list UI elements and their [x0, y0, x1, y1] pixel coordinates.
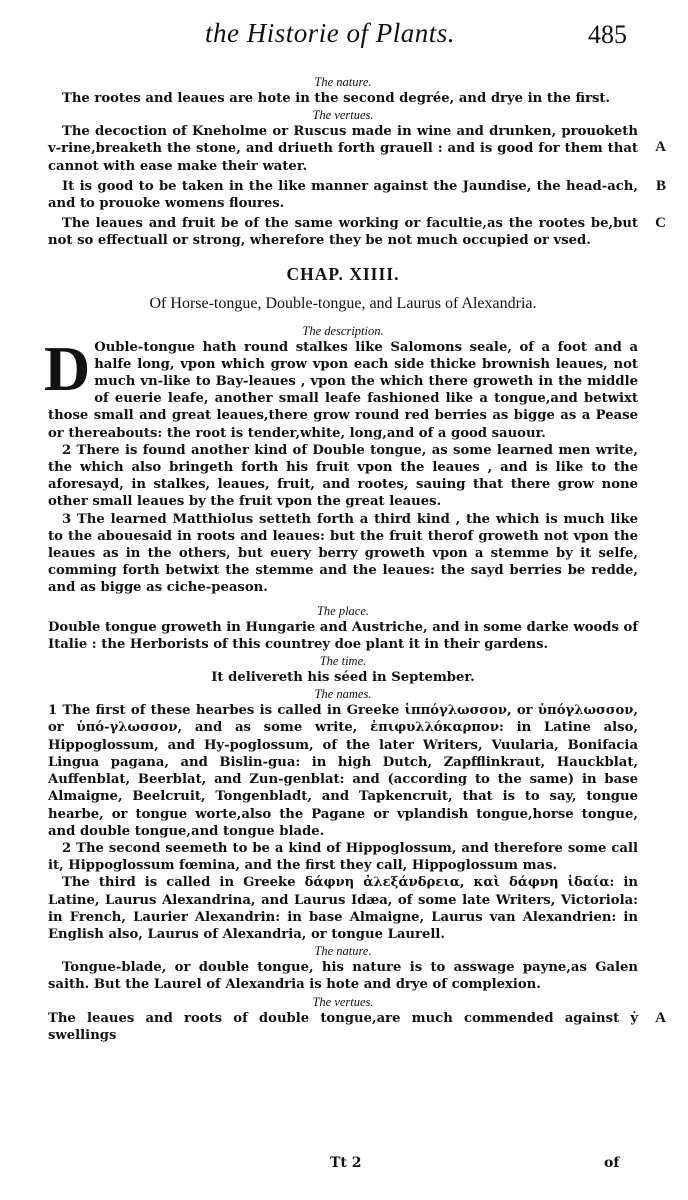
section-heading-names: The names.: [314, 687, 372, 702]
margin-letter-a: A: [655, 139, 666, 156]
description-paragraph: 2 There is found another kind of Double tongue, as some learned men write, the which also bringeth forth his fruit vpon the leaues , and is like to the aforesayd, in stalkes, leaues, fruit, and rootes, sauing that there grow none other small leaues by the fruit vpon the great leaues.: [48, 442, 638, 510]
drop-cap: D: [44, 332, 91, 404]
chapter-title: CHAP. XIIII.: [286, 263, 400, 284]
place-text: Double tongue groweth in Hungarie and Austriche, and in some darke woods of Italie : the Herborists of this countrey doe plant it in their gardens.: [48, 619, 639, 652]
page-header: [0, 18, 688, 68]
margin-letter-b: B: [655, 177, 666, 194]
section-heading-vertues: The vertues.: [312, 108, 374, 123]
names-paragraph: 1 The first of these hearbes is called in Greeke ἱππόγλωσσον, or ὑπόγλωσσον, or ὑπό-γλωσσον, and as some write, ἐπιφυλλόκαρπον: in Latine also, Hippoglossum, and Hy-poglossum, of the later Writers, Vuularia, Bonifacia Lingua pagana, and Bislin-gua: in high Dutch, Zapfflinkraut, Hauckblat, Auffenblat, Beerblat, and Zun-genblat: and (according to the same) in base Almaigne, Beelcruit, Tongenbladt, and Tapkencruit, that is to say, tongue hearbe, or tongue worte,also the Pagane or vplandish tongue,horse tongue, and double tongue,and tongue blade.: [48, 703, 638, 839]
margin-letter-a: A: [655, 1009, 666, 1026]
description-paragraph: [44, 332, 638, 442]
description-paragraph-text: Ouble-tongue hath round stalkes like Salomons seale, of a foot and a halfe long, vpon which grow vpon each side thicke brownish leaues, not much vn-like to Bay-leaues , vpon the which there groweth in the middle of euerie leafe, another small leafe fashioned like a tongue,and betwixt those small and great leaues,there grow round red berries as bigge as a Pease or thereabouts: the root is tender,white, long,and of a good sauour.: [48, 339, 638, 441]
vertues-paragraph-text: It is good to be taken in the like manner against the Jaundise, the head-ach, and to prouoke womens floures.: [48, 178, 638, 212]
vertues-paragraph: [48, 1009, 666, 1044]
page-number: 485: [588, 20, 627, 49]
vertues-paragraph-text: The leaues and roots of double tongue,are much commended against ẏ swellings: [48, 1010, 638, 1043]
nature-text: The rootes and leaues are hote in the second degrée, and drye in the first.: [62, 91, 611, 106]
nature-text: Tongue-blade, or double tongue, his nature is to asswage payne,as Galen saith. But the Laurel of Alexandria is hote and drye of complexion.: [48, 960, 638, 993]
section-heading-place: The place.: [316, 603, 370, 618]
running-title: the Historie of Plants.: [205, 18, 455, 48]
margin-letter-c: C: [655, 215, 666, 232]
section-heading-time: The time.: [319, 654, 367, 669]
signature-mark: Tt 2: [330, 1155, 362, 1171]
section-heading-nature: The nature.: [314, 75, 372, 89]
page-body: [44, 74, 666, 1044]
vertues-paragraph-text: The decoction of Kneholme or Ruscus made in wine and drunken, prouoketh v-rine,breaketh the stone, and driueth forth grauell : and is good for them that cannot with ease make their water.: [48, 124, 638, 174]
time-text: It delivereth his séed in September.: [211, 670, 475, 686]
vertues-paragraph: [48, 177, 666, 212]
description-paragraph: 3 The learned Matthiolus setteth forth a third kind , the which is much like to the abouesaid in roots and leaues: but the fruit therof groweth not vpon the leaues as in the others, but euery berry groweth vpon a stemme by it selfe, comming forth betwixt the stemme and the leaues: the sayd berries be redde, and as bigge as ciche-peason.: [48, 511, 638, 596]
chapter-subtitle: Of Horse-tongue, Double-tongue, and Laurus of Alexandria.: [149, 294, 537, 312]
vertues-paragraph: [48, 215, 666, 249]
catchword: of: [604, 1155, 620, 1171]
vertues-paragraph: [48, 123, 666, 175]
names-paragraph: 2 The second seemeth to be a kind of Hippoglossum, and therefore some call it, Hippoglossum fœmina, and the first they call, Hippoglossum mas.: [48, 840, 638, 874]
section-heading-nature: The nature.: [314, 944, 372, 959]
section-heading-description: The description.: [302, 323, 384, 338]
section-heading-vertues: The vertues.: [312, 994, 374, 1009]
vertues-paragraph-text: The leaues and fruit be of the same working or facultie,as the rootes be,but not so effectuall or strong, wherefore they be not much occupied or vsed.: [48, 216, 638, 249]
names-paragraph: The third is called in Greeke δάφνη ἀλεξάνδρεια, καὶ δάφνη ἰδαία: in Latine, Laurus Alexandrina, and Laurus Idæa, of some late Writers, Victoriola: in French, Laurier Alexandrin: in base Almaigne, Laurus van Alexandrien: in English also, Laurus of Alexandria, or tongue Laurell.: [48, 875, 638, 942]
